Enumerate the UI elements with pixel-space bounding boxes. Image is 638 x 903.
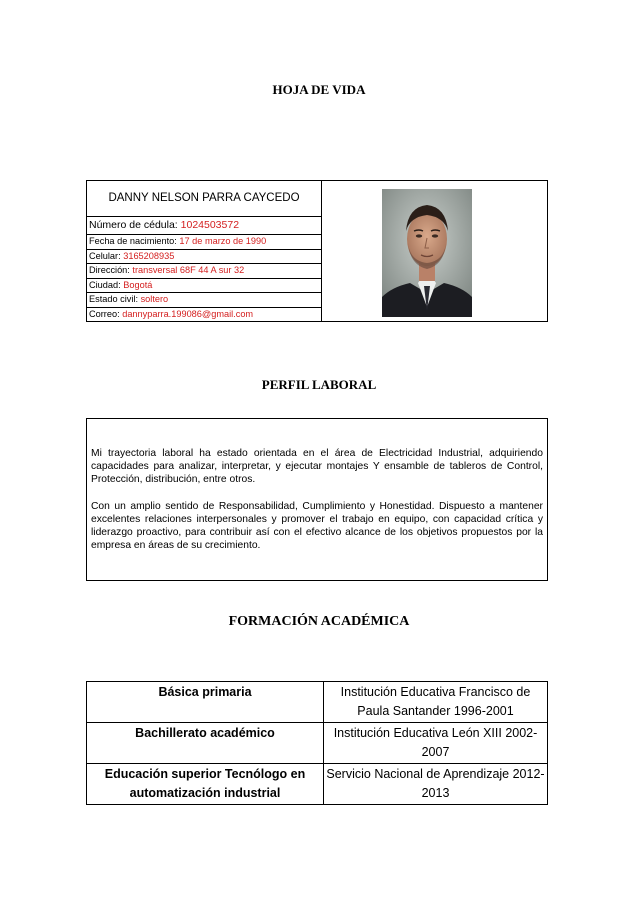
address-field xyxy=(87,264,321,279)
education-level: Bachillerato académico xyxy=(87,723,324,764)
education-section-title: FORMACIÓN ACADÉMICA xyxy=(228,614,410,629)
field-value: dannyparra.199086@gmail.com xyxy=(122,308,254,319)
field-label: Ciudad: xyxy=(89,279,124,290)
table-row xyxy=(87,682,548,723)
id-number-field xyxy=(87,217,321,235)
table-row xyxy=(87,723,548,764)
email-field xyxy=(87,308,321,323)
marital-status-field xyxy=(87,293,321,308)
education-institution: Institución Educativa León XIII 2002-2007 xyxy=(324,723,548,764)
education-institution: Institución Educativa Francisco de Paula Santander 1996-2001 xyxy=(324,682,548,723)
field-label: Número de cédula: xyxy=(89,219,181,231)
field-label: Estado civil: xyxy=(89,294,141,305)
field-value: 1024503572 xyxy=(180,219,240,231)
field-value: 17 de marzo de 1990 xyxy=(179,236,267,246)
phone-field xyxy=(87,250,321,265)
education-table xyxy=(86,681,548,805)
profile-section-title: PERFIL LABORAL xyxy=(261,377,377,392)
full-name: DANNY NELSON PARRA CAYCEDO xyxy=(87,181,321,217)
field-value: transversal 68F 44 A sur 32 xyxy=(132,265,245,276)
profile-box xyxy=(86,418,548,581)
field-label: Celular: xyxy=(89,250,124,261)
profile-paragraph: Mi trayectoria laboral ha estado orientada en el área de Electricidad Industrial, adquiriendo capacidades para analizar, interpretar, y ejecutar montajes Y ensamble de tableros de Control, Protección, distribución, entre otros. xyxy=(91,448,543,486)
photo-cell xyxy=(322,181,548,321)
field-value: 3165208935 xyxy=(123,250,175,261)
birth-date-field xyxy=(87,235,321,250)
education-institution: Servicio Nacional de Aprendizaje 2012-2013 xyxy=(324,764,548,805)
education-level: Educación superior Tecnólogo en automatización industrial xyxy=(87,764,324,805)
city-field xyxy=(87,279,321,294)
field-value: Bogotá xyxy=(123,279,153,290)
field-label: Fecha de nacimiento: xyxy=(89,236,180,246)
field-label: Dirección: xyxy=(89,265,133,276)
field-label: Correo: xyxy=(89,308,123,319)
document-title: HOJA DE VIDA xyxy=(272,82,366,97)
profile-paragraph: Con un amplio sentido de Responsabilidad, Cumplimiento y Honestidad. Dispuesto a mantener excelentes relaciones interpersonales y promover el trabajo en equipo, con capacidad crítica y liderazgo proactivo, para contribuir así con el efectivo alcance de los objetivos propuestos por la empresa en áreas de su crecimiento. xyxy=(91,500,543,552)
table-row xyxy=(87,764,548,805)
education-level: Básica primaria xyxy=(87,682,324,723)
personal-details xyxy=(87,181,322,321)
profile-photo xyxy=(382,189,472,317)
personal-info-box xyxy=(86,180,548,322)
field-value: soltero xyxy=(140,294,169,305)
